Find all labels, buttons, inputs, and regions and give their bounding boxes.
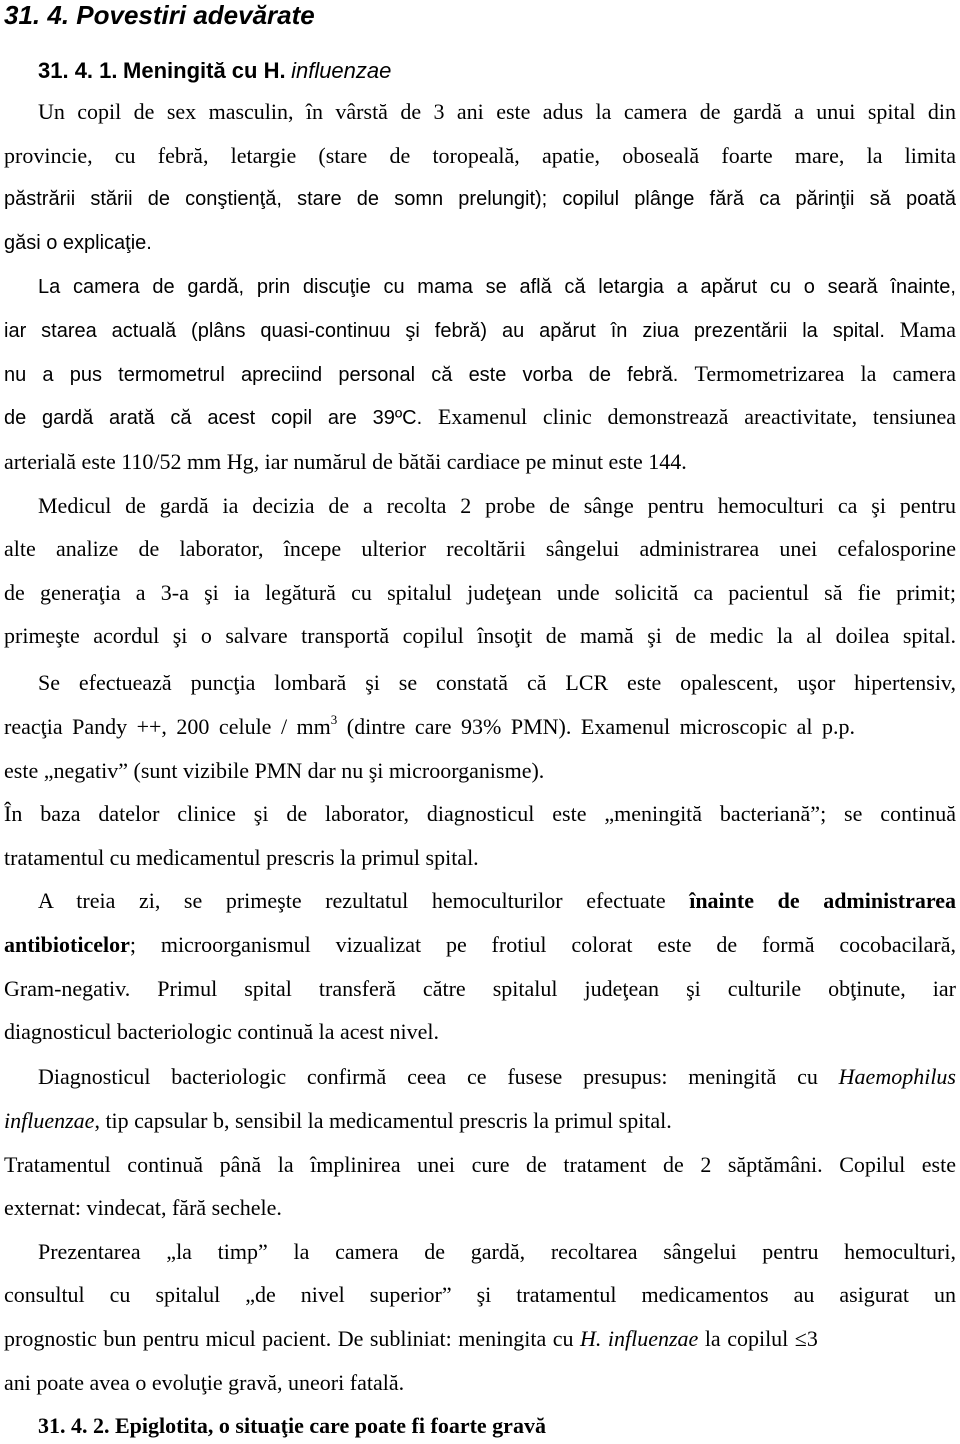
paragraph-1-line-3: păstrării stării de conştienţă, stare de somn prelungit); copilul plânge fără ca părinţii să poată [4, 188, 956, 210]
section-title: 31. 4. Povestiri adevărate [4, 0, 315, 30]
subsection-heading: 31. 4. 1. Meningită cu H. influenzae [38, 58, 392, 83]
paragraph-2-line-4: de gardă arată că acest copil are 39ºC. Examenul clinic demonstrează areactivitate, tensiunea [4, 404, 956, 429]
paragraph-6-line-2: antibioticelor; microorganismul vizualizat pe frotiul colorat este de formă cocobacilară, [4, 932, 956, 957]
paragraph-3-line-3: de generaţia a 3-a şi ia legătură cu spitalul judeţean unde solicită ca pacientul să fie primit; [4, 580, 956, 605]
paragraph-4-line-3: este „negativ” (sunt vizibile PMN dar nu şi microorganisme). [4, 758, 545, 783]
paragraph-6-line-1: A treia zi, se primeşte rezultatul hemoculturilor efectuate înainte de administrarea [38, 888, 956, 913]
paragraph-9-line-4: ani poate avea o evoluţie gravă, uneori fatală. [4, 1370, 405, 1395]
paragraph-9-line-3: prognostic bun pentru micul pacient. De subliniat: meningita cu H. influenzae la copilul ≤3 [4, 1326, 818, 1351]
paragraph-8-line-2: externat: vindecat, fără sechele. [4, 1195, 282, 1220]
paragraph-6-line-3: Gram-negativ. Primul spital transferă către spitalul judeţean şi culturile obţinute, iar [4, 976, 956, 1001]
paragraph-2-line-1: La camera de gardă, prin discuţie cu mama se află că letargia a apărut cu o seară înainte, [38, 276, 956, 298]
paragraph-2-line-5: arterială este 110/52 mm Hg, iar numărul de bătăi cardiace pe minut este 144. [4, 449, 687, 474]
paragraph-1-line-4: găsi o explicaţie. [4, 232, 152, 254]
paragraph-5-line-1: În baza datelor clinice şi de laborator, diagnosticul este „meningită bacteriană”; se continuă [4, 801, 956, 826]
paragraph-3-line-4: primeşte acordul şi o salvare transportă copilul însoţit de mamă şi de medic la al doilea spital. [4, 623, 956, 648]
paragraph-1-line-1: Un copil de sex masculin, în vârstă de 3 ani este adus la camera de gardă a unui spital din [38, 99, 956, 124]
paragraph-7-line-2: influenzae, tip capsular b, sensibil la medicamentul prescris la primul spital. [4, 1108, 672, 1133]
paragraph-3-line-2: alte analize de laborator, începe ulterior recoltării sângelui administrarea unei cefalosporine [4, 536, 956, 561]
next-subsection-heading: 31. 4. 2. Epiglotita, o situaţie care poate fi foarte gravă [38, 1413, 546, 1438]
paragraph-9-line-1: Prezentarea „la timp” la camera de gardă, recoltarea sângelui pentru hemoculturi, [38, 1239, 956, 1264]
paragraph-5-line-2: tratamentul cu medicamentul prescris la primul spital. [4, 845, 479, 870]
paragraph-8-line-1: Tratamentul continuă până la împlinirea unei cure de tratament de 2 săptămâni. Copilul este [4, 1152, 956, 1177]
paragraph-9-line-2: consultul cu spitalul „de nivel superior” şi tratamentul medicamentos au asigurat un [4, 1282, 956, 1307]
paragraph-4-line-2: reacţia Pandy ++, 200 celule / $mm^3$ (dintre care 93% PMN). Examenul microscopic al p.p. [4, 712, 855, 739]
paragraph-7-line-1: Diagnosticul bacteriologic confirmă ceea ce fusese presupus: meningită cu Haemophilus [38, 1064, 956, 1089]
paragraph-2-line-2: iar starea actuală (plâns quasi-continuu şi febră) au apărut în ziua prezentării la spital. Mama [4, 317, 956, 342]
paragraph-3-line-1: Medicul de gardă ia decizia de a recolta 2 probe de sânge pentru hemoculturi ca şi pentru [38, 493, 956, 518]
paragraph-4-line-1: Se efectuează puncţia lombară şi se constată că LCR este opalescent, uşor hipertensiv, [38, 670, 956, 695]
paragraph-2-line-3: nu a pus termometrul apreciind personal că este vorba de febră. Termometrizarea la camera [4, 361, 956, 386]
paragraph-6-line-4: diagnosticul bacteriologic continuă la acest nivel. [4, 1019, 439, 1044]
paragraph-1-line-2: provincie, cu febră, letargie (stare de toropeală, apatie, oboseală foarte mare, la limita [4, 143, 956, 168]
